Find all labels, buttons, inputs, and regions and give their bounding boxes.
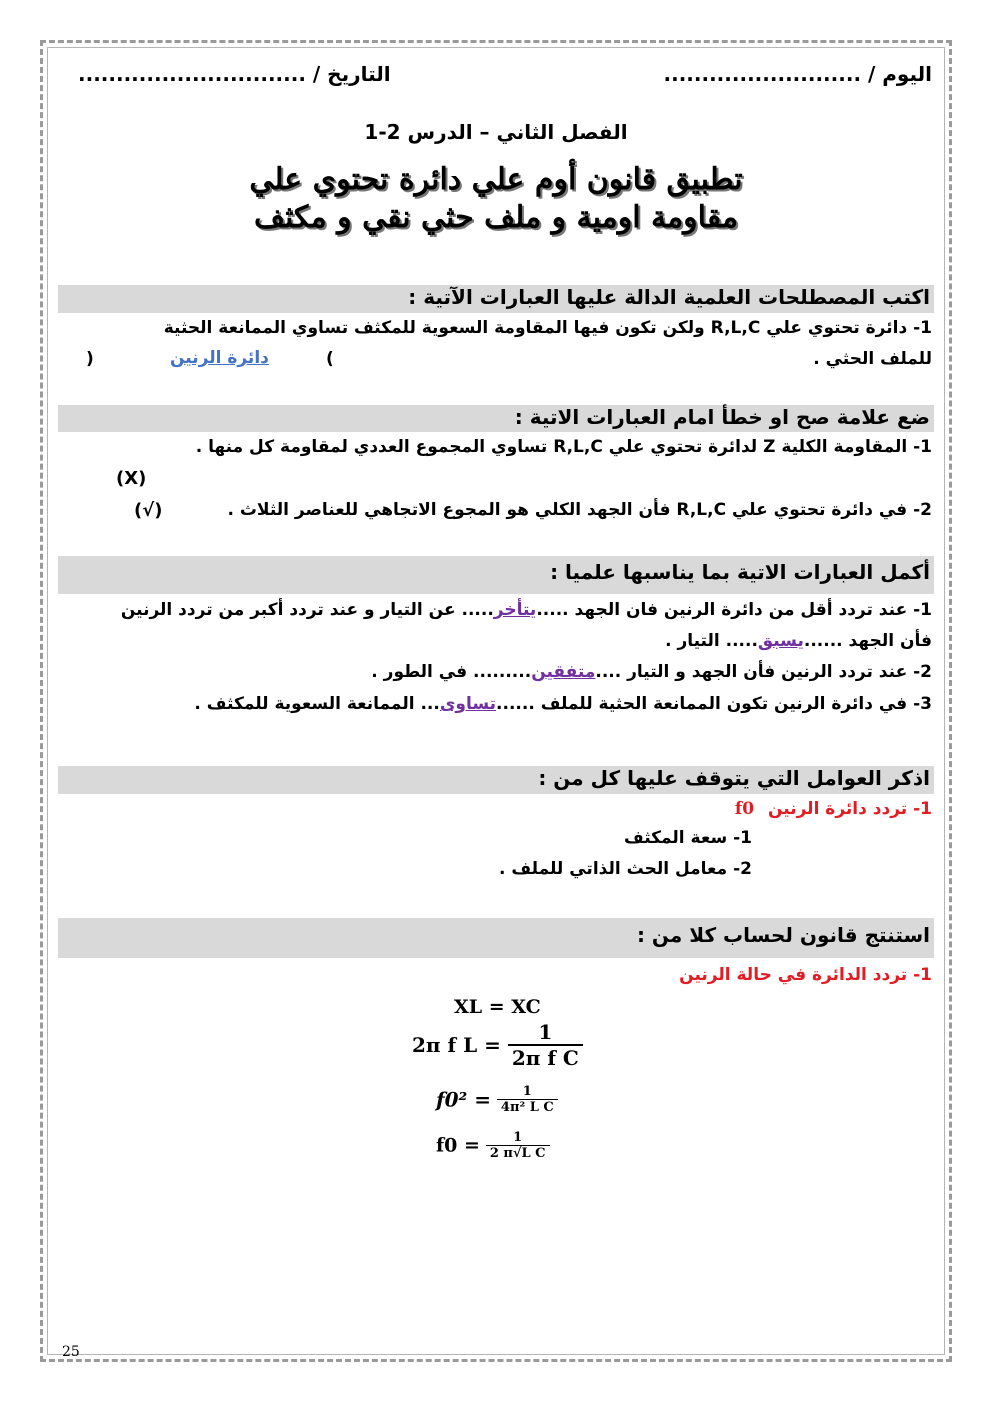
section1-paren-close: ) [86, 349, 94, 369]
section3-q1-part-a: 1- عند تردد أقل من دائرة الرنين فان الجهد ..... [536, 600, 932, 620]
date-field: التاريخ / .............................. [78, 62, 391, 86]
section5-heading-band [58, 918, 934, 958]
section3-q1-part-d: ..... التيار . [665, 631, 758, 651]
section4-item [735, 799, 932, 819]
section4-item-text: 1- تردد دائرة الرنين [767, 799, 932, 819]
section3-q2-answer: متفقين [531, 662, 596, 682]
section4-item-symbol: f0 [734, 799, 755, 819]
eq4-denominator: 2 π√L C [489, 1146, 546, 1161]
section4-factor1: 1- سعة المكثف [623, 828, 752, 848]
section1-q1-line2: للملف الحثي . [813, 349, 932, 369]
equation-reactance-equal: XL = XC [454, 996, 541, 1018]
eq2-fraction [508, 1020, 583, 1070]
section2-q2: 2- في دائرة تحتوي علي R,L,C فأن الجهد الكلي هو المجوع الاتجاهي للعناصر الثلاث . [227, 500, 932, 520]
eq2-left: 2π f L = [412, 1033, 501, 1057]
section2-heading-band [58, 405, 934, 432]
section3-q1-answer1: يتأخر [493, 600, 537, 620]
section3-q1-part-b: ..... عن التيار و عند تردد أكبر من تردد الرنين [120, 600, 494, 620]
section4-factor2: 2- معامل الحث الذاتي للملف . [499, 859, 752, 879]
section3-heading: أكمل العبارات الاتية بما يناسبها علميا : [550, 560, 930, 584]
eq3-left: f0² = [436, 1087, 491, 1112]
section3-q2 [371, 662, 932, 682]
section1-q1-line1: 1- دائرة تحتوي علي R,L,C ولكن تكون فيها المقاومة السعوية للمكثف تساوي الممانعة الحثية [163, 318, 932, 338]
eq3-numerator: 1 [497, 1084, 558, 1100]
section3-heading-band [58, 556, 934, 594]
section3-q3 [194, 694, 932, 714]
lesson-title-line2: مقاومة اومية و ملف حثي نقي و مكثف [253, 200, 739, 235]
eq4-numerator: 1 [486, 1130, 550, 1146]
section1-q1-answer: دائرة الرنين [170, 348, 269, 368]
section5-item: 1- تردد الدائرة في حالة الرنين [679, 965, 932, 985]
section2-q1-answer: (X) [116, 468, 147, 489]
eq4-fraction [486, 1130, 550, 1161]
section3-q1-part-c: فأن الجهد ...... [803, 631, 932, 651]
section3-q2-part-a: 2- عند تردد الرنين فأن الجهد و التيار .... [595, 662, 932, 682]
section1-paren-open: ( [326, 349, 334, 369]
eq2-denominator: 2π f C [511, 1046, 579, 1070]
section3-q3-part-b: ... الممانعة السعوية للمكثف . [194, 694, 440, 714]
lesson-title-line1: تطبيق قانون أوم علي دائرة تحتوي علي [249, 162, 743, 197]
section2-q1: 1- المقاومة الكلية Z لدائرة تحتوي علي R,L,C تساوي المجموع العددي لمقاومة كل منها . [195, 437, 932, 457]
section4-heading-band [58, 766, 934, 794]
section2-q2-answer: (√) [134, 500, 163, 521]
eq3-denominator: 4π² L C [500, 1100, 554, 1115]
section3-q3-answer: تساوى [439, 694, 497, 714]
chapter-lesson: الفصل الثاني – الدرس 2-1 [364, 120, 628, 144]
eq2-numerator: 1 [508, 1020, 583, 1046]
section1-heading: اكتب المصطلحات العلمية الدالة عليها العبارات الآتية : [408, 285, 930, 309]
section3-q2-part-b: ......... في الطور . [371, 662, 532, 682]
eq3-fraction [497, 1084, 558, 1115]
section3-q1-line2 [665, 631, 932, 651]
section3-q3-part-a: 3- في دائرة الرنين تكون الممانعة الحثية للملف ...... [496, 694, 932, 714]
section2-heading: ضع علامة صح او خطأ امام العبارات الاتية : [514, 405, 930, 429]
equation-resonance-2 [436, 1084, 558, 1115]
page-number: 25 [62, 1344, 80, 1360]
section4-heading: اذكر العوامل التي يتوقف عليها كل من : [538, 766, 930, 790]
day-field: اليوم / .......................... [663, 62, 932, 86]
equation-resonance-frequency [436, 1130, 550, 1161]
section3-q1-line1 [121, 600, 932, 620]
equation-resonance-1 [412, 1020, 583, 1070]
section1-heading-band [58, 285, 934, 313]
section5-heading: استنتج قانون لحساب كلا من : [636, 923, 930, 947]
eq4-left: f0 = [436, 1134, 480, 1157]
section3-q1-answer2: يسبق [757, 631, 804, 651]
